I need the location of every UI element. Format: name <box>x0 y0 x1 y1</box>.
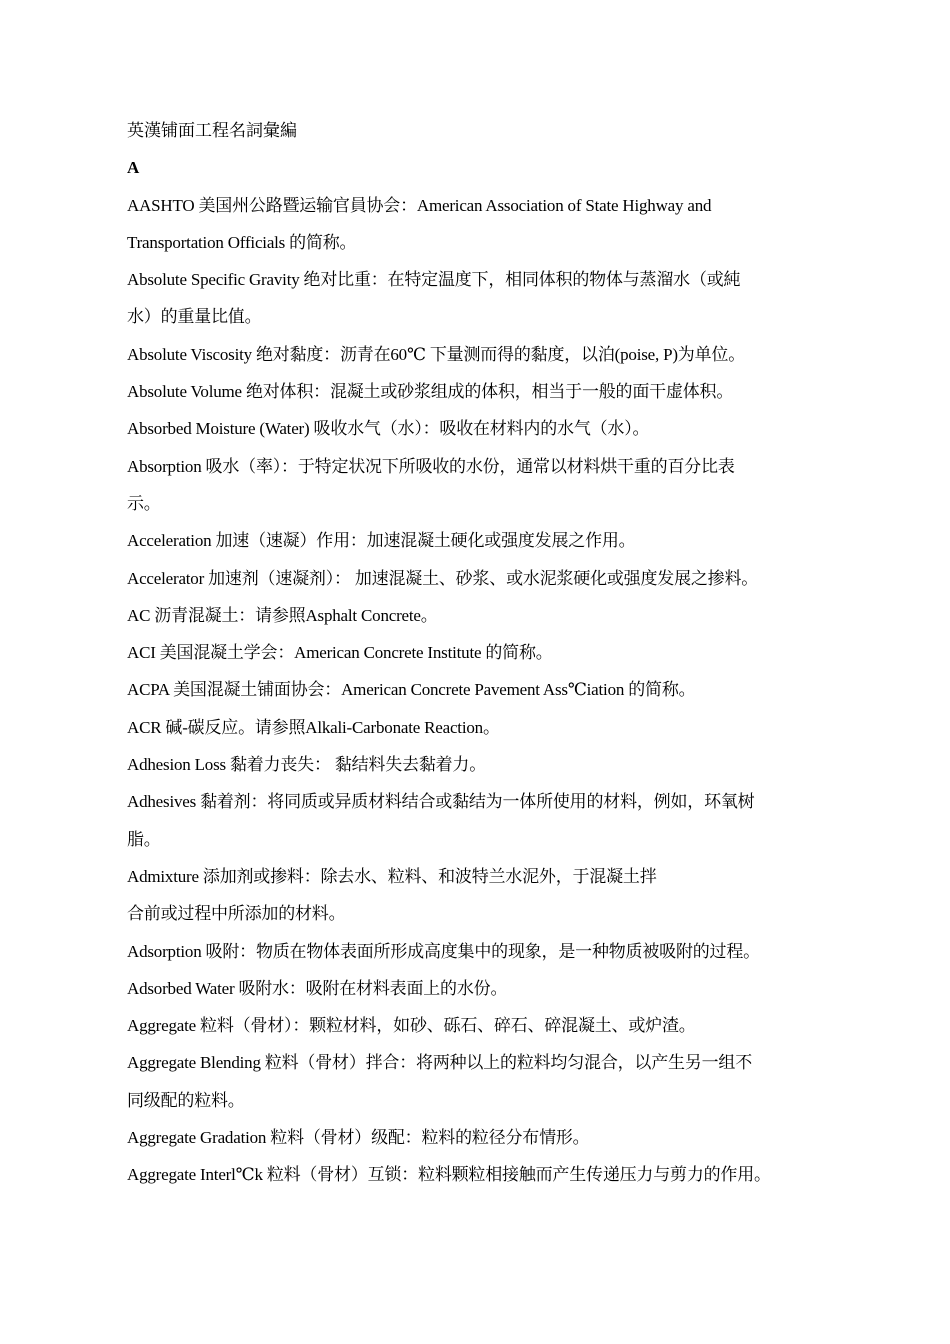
text-line: 合前或过程中所添加的材料。 <box>127 904 346 924</box>
text-line: Accelerator 加速剂（速凝剂）： 加速混凝土、砂浆、或水泥浆硬化或强度发展之掺料。 <box>127 568 759 588</box>
text-line: Absorbed Moisture (Water) 吸收水气（水）：吸收在材料内的水气（水）。 <box>127 419 650 439</box>
text-line: Adsorbed Water 吸附水：吸附在材料表面上的水份。 <box>127 978 508 998</box>
text-line: Aggregate Blending 粒料（骨材）拌合：将两种以上的粒料均匀混合，以产生另一组不 <box>127 1053 753 1073</box>
text-line: Admixture 添加剂或掺料：除去水、粒料、和波特兰水泥外，于混凝土拌 <box>127 866 657 886</box>
text-line: Absorption 吸水（率）：于特定状况下所吸收的水份，通常以材料烘干重的百分比表 <box>127 456 735 476</box>
text-line: AC 沥青混凝土：请参照Asphalt Concrete。 <box>127 605 438 625</box>
text-line: 水）的重量比值。 <box>127 307 262 327</box>
text-line: 同级配的粒料。 <box>127 1090 245 1110</box>
text-line: AASHTO 美国州公路暨运输官員协会：American Association of State Highway and <box>127 195 712 215</box>
text-line: Absolute Specific Gravity 绝对比重：在特定温度下，相同体积的物体与蒸溜水（或純 <box>127 270 741 290</box>
text-line: Aggregate Gradation 粒料（骨材）级配：粒料的粒径分布情形。 <box>127 1128 590 1148</box>
text-line: 示。 <box>127 493 161 513</box>
text-line: Aggregate 粒料（骨材）：颗粒材料，如砂、砾石、碎石、碎混凝土、或炉渣。 <box>127 1016 696 1036</box>
text-line: Acceleration 加速（速凝）作用：加速混凝土硬化或强度发展之作用。 <box>127 531 636 551</box>
text-line: Aggregate Interl℃k 粒料（骨材）互锁：粒料颗粒相接触而产生传递压力与剪力的作用。 <box>127 1165 771 1185</box>
text-line: Adhesives 黏着剂：将同质或异质材料结合或黏结为一体所使用的材料，例如，环氧树 <box>127 792 755 812</box>
section-letter: A <box>127 158 140 178</box>
text-line: 脂。 <box>127 829 161 849</box>
text-line: Transportation Officials 的简称。 <box>127 232 357 252</box>
text-line: Adsorption 吸附：物质在物体表面所形成高度集中的现象，是一种物质被吸附的过程。 <box>127 941 760 961</box>
text-line: Adhesion Loss 黏着力丧失： 黏结料失去黏着力。 <box>127 755 487 775</box>
text-line: ACI 美国混凝土学会：American Concrete Institute 的简称。 <box>127 643 553 663</box>
text-line: ACPA 美国混凝土铺面协会：American Concrete Pavement Ass℃iation 的简称。 <box>127 680 696 700</box>
text-line: Absolute Viscosity 绝对黏度：沥青在60℃ 下量测而得的黏度，以泊(poise, P)为单位。 <box>127 344 746 364</box>
document-title: 英漢铺面工程名詞彙編 <box>127 121 297 140</box>
text-line: ACR 碱-碳反应。请参照Alkali-Carbonate Reaction。 <box>127 717 500 737</box>
text-line: Absolute Volume 绝对体积：混凝土或砂浆组成的体积，相当于一般的面干虚体积。 <box>127 382 734 402</box>
document-page <box>127 112 847 1194</box>
